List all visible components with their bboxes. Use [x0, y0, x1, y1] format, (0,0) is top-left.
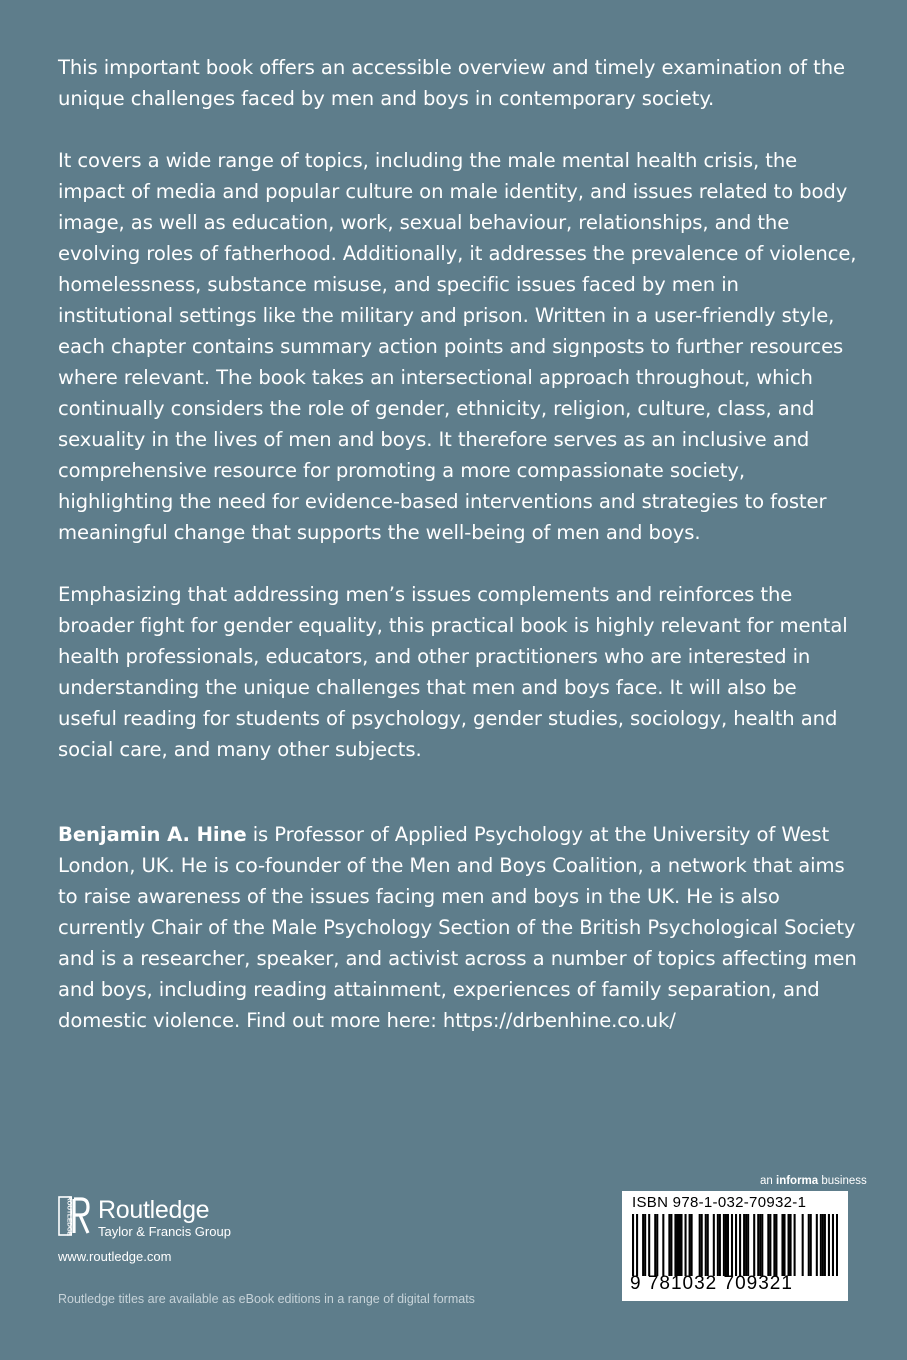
isbn-barcode	[622, 1191, 848, 1301]
barcode-bar	[743, 1214, 745, 1276]
ebook-note: Routledge titles are available as eBook editions in a range of digital formats	[58, 1292, 475, 1306]
barcode-bar	[717, 1214, 719, 1276]
barcode-bar	[775, 1214, 777, 1276]
barcode-bar	[636, 1214, 638, 1276]
barcode-bar	[713, 1214, 715, 1276]
barcode-bar	[632, 1214, 634, 1276]
barcode-bar	[701, 1214, 703, 1276]
barcode-bar	[676, 1214, 678, 1276]
publisher-url: www.routledge.com	[58, 1249, 172, 1264]
author-bio	[58, 819, 858, 1036]
barcode-bar	[828, 1214, 830, 1276]
ean-digits: 9 781032 709321	[630, 1273, 793, 1294]
barcode-bar	[731, 1214, 733, 1276]
barcode-bar	[753, 1214, 755, 1276]
barcode-bar	[662, 1214, 664, 1276]
informa-prefix: an	[760, 1175, 776, 1187]
barcode-bar	[808, 1214, 810, 1276]
description-paragraph-1: This important book offers an accessible overview and timely examination of the unique challenges faced by men and boys in contemporary society.	[58, 56, 845, 110]
barcode-bar	[824, 1214, 826, 1276]
barcode-bar	[745, 1214, 747, 1276]
barcode-bar	[820, 1214, 822, 1276]
informa-business-tag	[760, 1175, 867, 1187]
barcode-bar	[691, 1214, 693, 1276]
barcode-bar	[642, 1214, 644, 1276]
barcode-bar	[680, 1214, 682, 1276]
publisher-name: Routledge	[98, 1196, 210, 1224]
barcode-bar	[678, 1214, 680, 1276]
barcode-bar	[739, 1214, 741, 1276]
barcode-bar	[802, 1214, 804, 1276]
barcode-bar	[773, 1214, 775, 1276]
barcode-bar	[788, 1214, 790, 1276]
description-paragraph-3: Emphasizing that addressing men’s issues complements and reinforces the broader fight for gender equality, this practical book is highly relevant for mental health professionals, educators, and other practitioners who are interested in understanding the unique challenges that men and boys face. It will also be useful reading for students of psychology, gender studies, sociology, health and social care, and many other subjects.	[58, 583, 848, 761]
barcode-bar	[759, 1214, 761, 1276]
barcode-bar	[767, 1214, 769, 1276]
author-name: Benjamin A. Hine	[58, 823, 247, 846]
barcode-bar	[781, 1214, 783, 1276]
book-description	[58, 52, 858, 765]
author-bio-text: is Professor of Applied Psychology at the University of West London, UK. He is co-founder of the Men and Boys Coalition, a network that aims to raise awareness of the issues facing men and boys in the UK. He is also currently Chair of the Male Psychology Section of the British Psychological Society and is a researcher, speaker, and activist across a number of topics affecting men and boys, including reading attainment, experiences of family separation, and domestic violence. Find out more here: https://drbenhine.co.uk/	[58, 823, 857, 1032]
barcode-bar	[735, 1214, 737, 1276]
publisher-group: Taylor & Francis Group	[98, 1224, 231, 1239]
barcode-bar	[670, 1214, 672, 1276]
barcode-bar	[783, 1214, 785, 1276]
barcode-bar	[656, 1214, 658, 1276]
barcode-bar	[769, 1214, 771, 1276]
barcode-bar	[723, 1214, 725, 1276]
barcode-bar	[654, 1214, 656, 1276]
barcode-bar	[707, 1214, 709, 1276]
barcode-bar	[725, 1214, 727, 1276]
informa-suffix: business	[818, 1175, 867, 1187]
publisher-block	[58, 1196, 231, 1264]
barcode-bar	[699, 1214, 701, 1276]
barcode-bar	[810, 1214, 812, 1276]
barcode-bar	[794, 1214, 796, 1276]
author-bio-paragraph	[58, 819, 858, 1036]
barcode-bar	[757, 1214, 759, 1276]
barcode-bar	[668, 1214, 670, 1276]
barcode-bar	[822, 1214, 824, 1276]
barcode-bar	[674, 1214, 676, 1276]
barcode-bar	[685, 1214, 687, 1276]
publisher-logo	[58, 1196, 231, 1240]
logo-vertical-text: ROUTLEDGE	[65, 1196, 73, 1236]
barcode-bar	[648, 1214, 650, 1276]
barcode-bar	[689, 1214, 691, 1276]
barcode-bar	[727, 1214, 729, 1276]
barcode-bar	[761, 1214, 763, 1276]
barcode-bar	[816, 1214, 818, 1276]
barcode-bar	[836, 1214, 838, 1276]
barcode-bar	[747, 1214, 749, 1276]
barcode-bars	[632, 1214, 838, 1276]
barcode-bar	[719, 1214, 721, 1276]
informa-brand: informa	[776, 1175, 819, 1187]
barcode-bar	[790, 1214, 792, 1276]
routledge-r-icon	[58, 1196, 90, 1236]
barcode-bar	[644, 1214, 646, 1276]
barcode-bar	[705, 1214, 707, 1276]
barcode-bar	[832, 1214, 834, 1276]
isbn-label: ISBN 978-1-032-70932-1	[632, 1194, 807, 1211]
description-paragraph-2: It covers a wide range of topics, including the male mental health crisis, the impact of media and popular culture on male identity, and issues related to body image, as well as education, work, sexual behaviour, relationships, and the evolving roles of fatherhood. Additionally, it addresses the prevalence of violence, homelessness, substance misuse, and specific issues faced by men in institutional settings like the military and prison. Written in a user-friendly style, each chapter contains summary action points and signposts to further resources where relevant. The book takes an intersectional approach throughout, which continually considers the role of gender, ethnicity, religion, culture, class, and sexuality in the lives of men and boys. It therefore serves as an inclusive and comprehensive resource for promoting a more compassionate society, highlighting the need for evidence-based interventions and strategies to foster meaningful change that supports the well-being of men and boys.	[58, 149, 857, 544]
